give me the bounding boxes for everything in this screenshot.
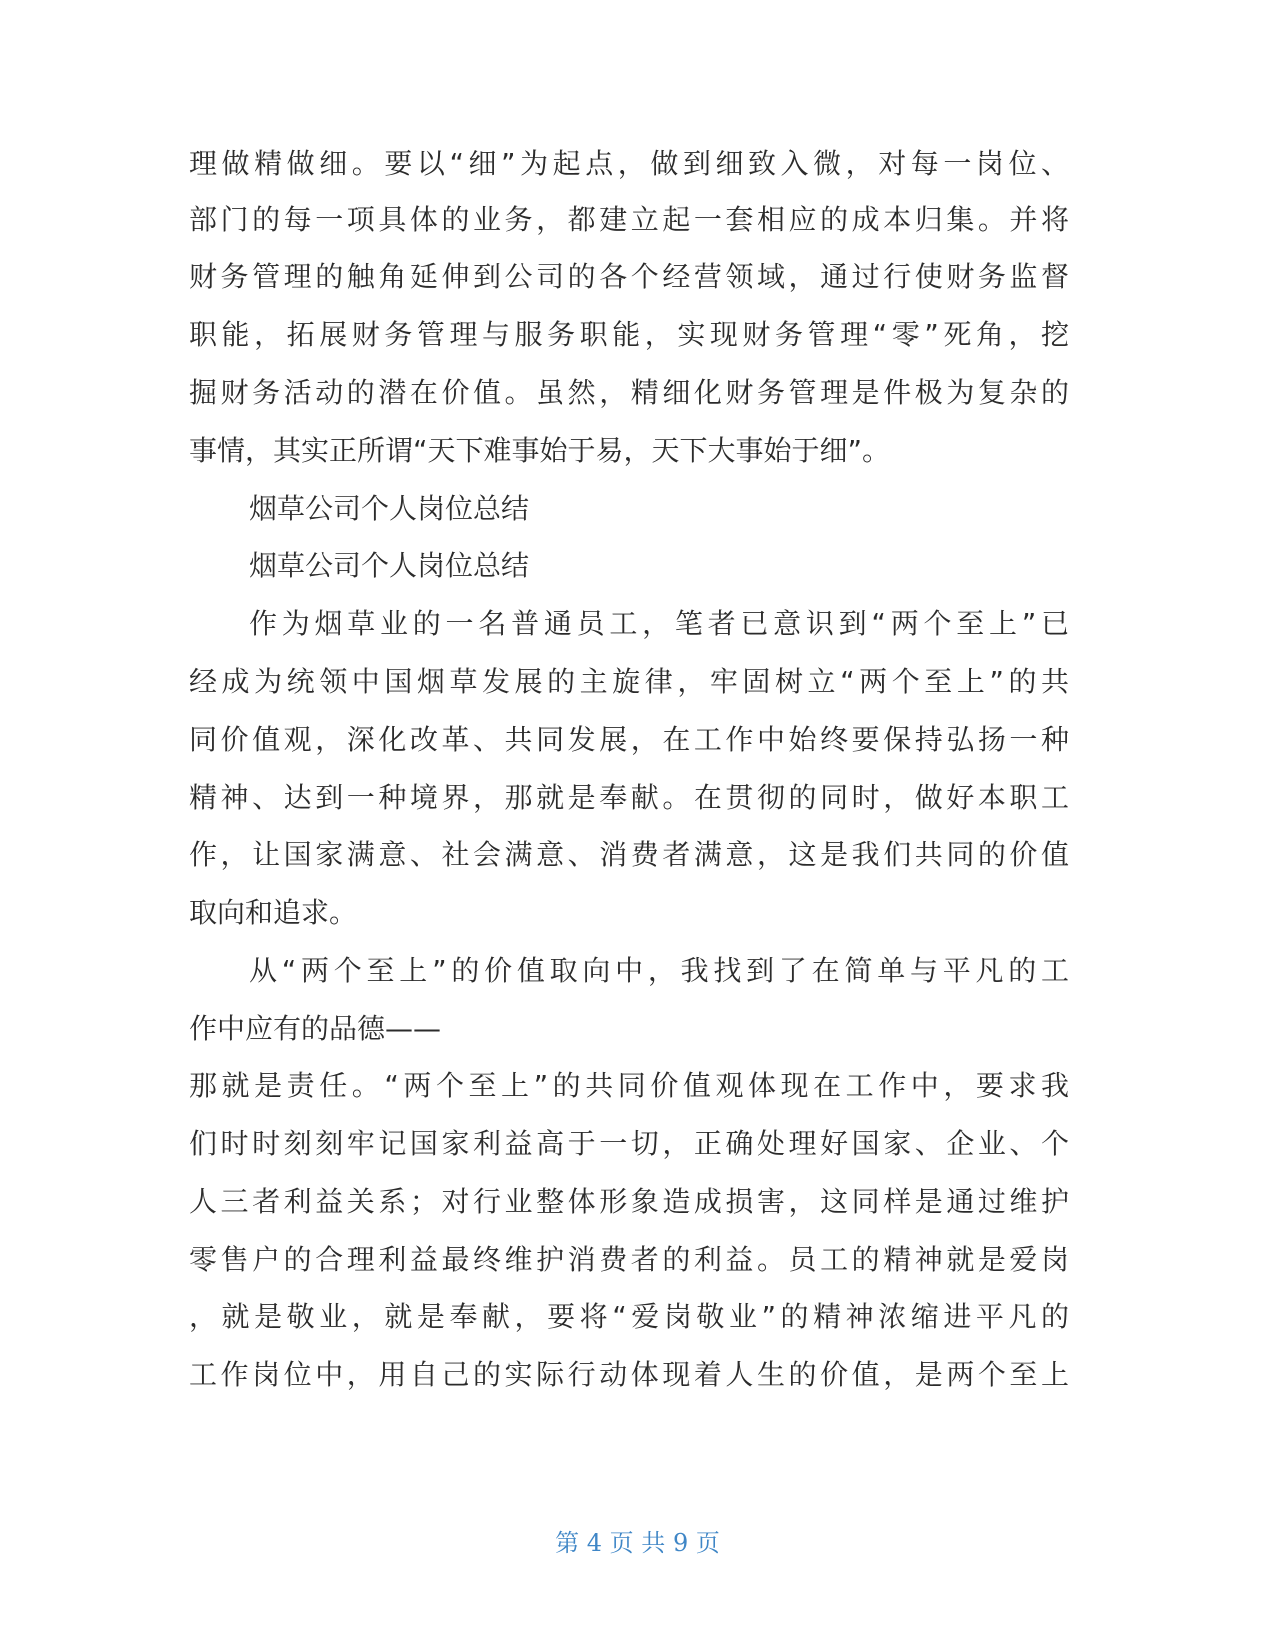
paragraph-line: 职能，拓展财务管理与服务职能，实现财务管理“零”死角，挖	[189, 318, 1069, 351]
paragraph-line: 那就是责任。“两个至上”的共同价值观体现在工作中，要求我	[189, 1069, 1069, 1102]
paragraph-line: 们时时刻刻牢记国家利益高于一切，正确处理好国家、企业、个	[189, 1127, 1069, 1160]
paragraph-line: ，就是敬业，就是奉献，要将“爱岗敬业”的精神浓缩进平凡的	[189, 1300, 1069, 1333]
paragraph-line: 零售户的合理利益最终维护消费者的利益。员工的精神就是爱岗	[189, 1243, 1069, 1276]
paragraph-line: 掘财务活动的潜在价值。虽然，精细化财务管理是件极为复杂的	[189, 376, 1069, 409]
paragraph-line: 理做精做细。要以“细”为起点，做到细致入微，对每一岗位、	[189, 147, 1069, 180]
paragraph-line: 作为烟草业的一名普通员工，笔者已意识到“两个至上”已	[249, 607, 1069, 640]
paragraph-line: 财务管理的触角延伸到公司的各个经营领域，通过行使财务监督	[189, 260, 1069, 293]
paragraph-line: 精神、达到一种境界，那就是奉献。在贯彻的同时，做好本职工	[189, 781, 1069, 814]
paragraph-line: 同价值观，深化改革、共同发展，在工作中始终要保持弘扬一种	[189, 723, 1069, 756]
paragraph-line: 作，让国家满意、社会满意、消费者满意，这是我们共同的价值	[189, 838, 1069, 871]
paragraph-line: 部门的每一项具体的业务，都建立起一套相应的成本归集。并将	[189, 203, 1069, 236]
paragraph-line: 人三者利益关系；对行业整体形象造成损害，这同样是通过维护	[189, 1185, 1069, 1218]
paragraph-line: 从“两个至上”的价值取向中，我找到了在简单与平凡的工	[249, 954, 1069, 987]
section-title: 烟草公司个人岗位总结	[249, 492, 530, 525]
paragraph-line: 取向和追求。	[189, 896, 358, 929]
paragraph-line: 作中应有的品德——	[189, 1012, 442, 1045]
paragraph-line: 事情，其实正所谓“天下难事始于易，天下大事始于细”。	[189, 434, 891, 467]
paragraph-line: 工作岗位中，用自己的实际行动体现着人生的价值，是两个至上	[189, 1358, 1069, 1391]
page-number-footer: 第 4 页 共 9 页	[555, 1529, 720, 1557]
paragraph-line: 经成为统领中国烟草发展的主旋律，牢固树立“两个至上”的共	[189, 665, 1069, 698]
document-title: 烟草公司个人岗位总结	[249, 549, 530, 582]
